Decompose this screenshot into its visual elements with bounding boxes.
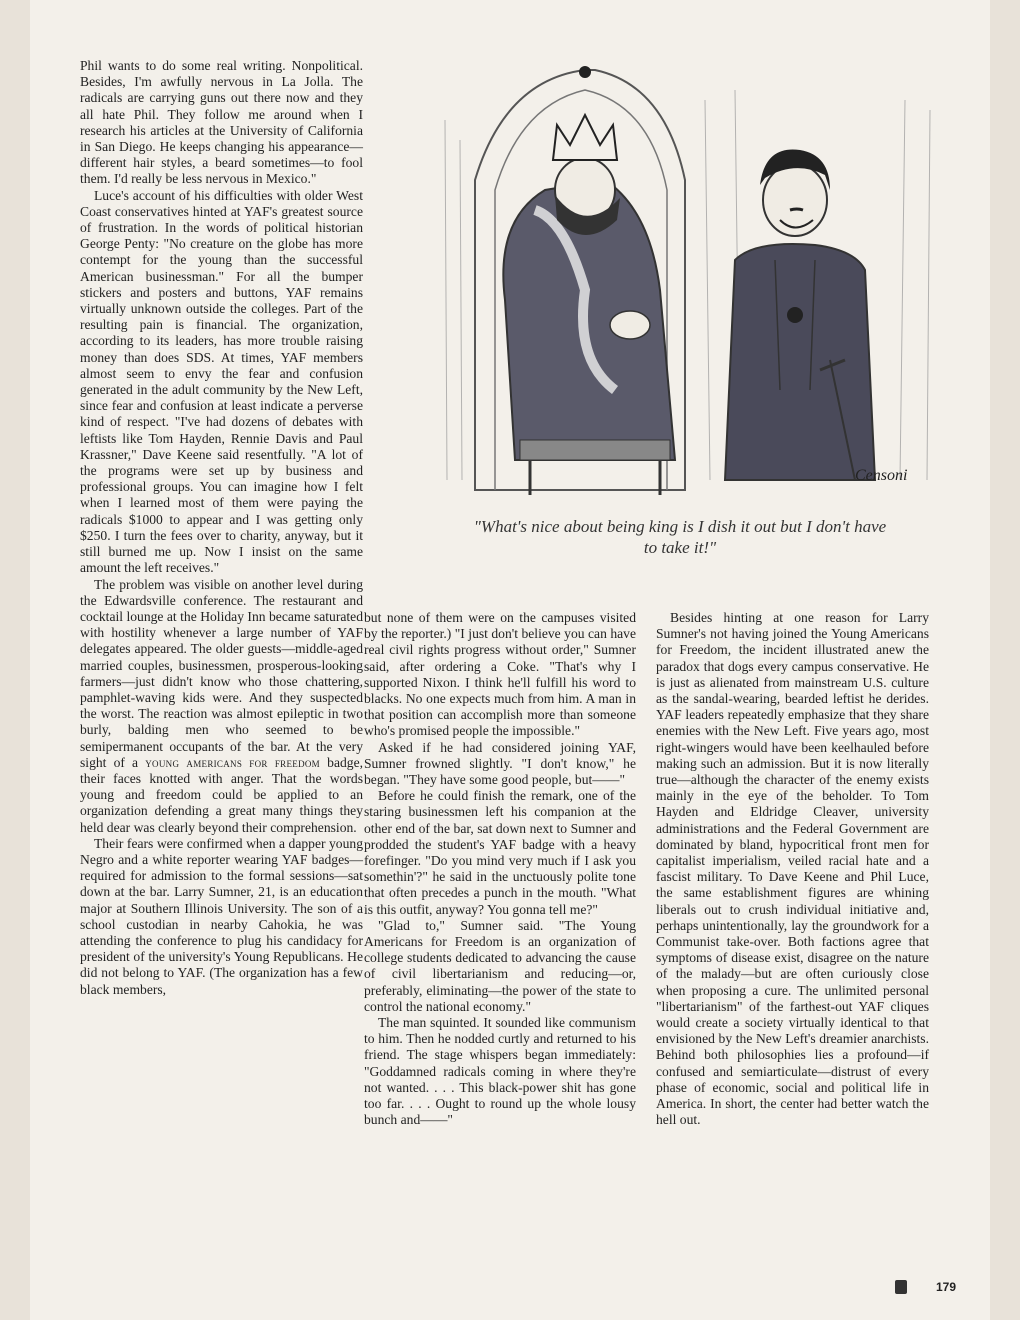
magazine-page <box>30 0 990 1320</box>
paragraph: Before he could finish the remark, one of the staring businessmen left his companion at the other end of the bar, sat down next to Sumner and prodded the student's YAF badge with a heavy forefinger. "Do you mind very much if I ask you somethin'?" he said in the unctuously polite tone that often precedes a punch in the mouth. "What is this outfit, anyway? You gonna tell me?" <box>364 788 636 917</box>
paragraph: Luce's account of his difficulties with older West Coast conservatives hinted at YAF's greatest source of frustration. In the words of political historian George Penty: "No creature on the globe has more contempt for the young than the successful American businessman." For all the bumper stickers and posters and buttons, YAF remains virtually unknown outside the colleges. Part of the resulting pain is financial. The organization, according to its leaders, has more trouble raising money than does SDS. At times, YAF members almost seem to envy the fear and confusion generated in the adult community by the New Left, since fear and confusion at least indicate a perverse kind of respect. "I've had dozens of debates with leftists like Tom Hayden, Rennie Davis and Paul Krassner," Dave Keene said resentfully. "A lot of the programs were set up by business and professional groups. You can imagine how I felt when I learned most of them were paying the radicals $1000 to appear and I was getting only $250. I turn the fees over to charity, anyway, but it still burned me up. Now I insist on the same amount the left receives." <box>80 187 363 576</box>
paragraph: Phil wants to do some real writing. Nonpolitical. Besides, I'm awfully nervous in La Jolla. The radicals are carrying guns out there now and they all hate Phil. They follow me around when I research his articles at the University of California in San Diego. He keeps changing his appearance—different hair styles, a beard sometimes—to fool them. I'd really be less nervous in Mexico." <box>80 58 363 187</box>
paragraph: The man squinted. It sounded like communism to him. Then he nodded curtly and returned to his friend. The stage whispers began immediately: "Goddamned radicals coming in where they're not wanted. . . . This black-power shit has gone too far. . . . Ought to round up the whole lousy bunch and——" <box>364 1015 636 1128</box>
small-caps-phrase: young americans for freedom <box>145 755 320 770</box>
paragraph: The problem was visible on another level during the Edwardsville conference. The restaurant and cocktail lounge at the Holiday Inn became saturated with hostility whenever a large number of YAF delegates appeared. The older guests—middle-aged married couples, businessmen, prosperous-looking farmers—just didn't know who those chattering, pamphlet-waving kids were. And they suspected the worst. The reaction was almost epileptic in two burly, balding men who seemed to be semipermanent occupants of the bar. At the very sight of a young americans for freedom badge, their faces knotted with anger. That the words young and freedom could be applied to an organization defending a great many things they held dear was clearly beyond their comprehension. <box>80 576 364 835</box>
article-column-2 <box>364 610 636 1129</box>
cartoon-caption: "What's nice about being king is I dish it out but I don't have to take it!" <box>473 517 887 557</box>
article-column-3 <box>656 610 929 1129</box>
cartoonist-signature: Censoni <box>855 467 908 484</box>
bunny-logo-icon <box>895 1280 907 1294</box>
paragraph: Besides hinting at one reason for Larry Sumner's not having joined the Young Americans for Freedom, the incident illustrated anew the paradox that dogs every campus conservative. He is just as alienated from mainstream U.S. culture as the sandal-wearing, bearded leftist he derides. YAF leaders repeatedly emphasize that they share enemies with the New Left. Five years ago, most right-wingers would have been keelhauled before making such an admission. But it is now literally true—although the character of the enemy exists mainly in the eye of the beholder. To Tom Hayden and Eldridge Cleaver, university administrations and the Federal Government are dominated by bland, hypocritical front men for capitalist imperialism, veiled racial hate and a fascist military. To Dave Keene and Phil Luce, the same establishment figures are whining liberals out to crush individual initiative and, perhaps unintentionally, lay the groundwork for a Communist take-over. Both factions agree that symptoms of disease exist, disagree on the nature of the malady—but are often curiously close when proposing a cure. The unlimited personal "libertarianism" of the farthest-out YAF cliques would create a society virtually identical to that envisioned by the New Left's dreamier anarchists. Behind both philosophies lies a profound—if confused and semiarticulate—distrust of every phase of economic, social and political life in America. In short, the center had better watch the hell out. <box>656 610 929 1128</box>
paragraph: "Glad to," Sumner said. "The Young Americans for Freedom is an organization of college students dedicated to advancing the cause of civil libertarianism and reducing—or, preferably, eliminating—the power of the state to control the national economy." <box>364 917 636 1014</box>
paragraph: but none of them were on the campuses visited by the reporter.) "I just don't believe you can have real civil rights progress without order," Sumner said, after ordering a Coke. "That's why I supported Nixon. I think he'll fulfill his word to blacks. No one expects much from him. A man in that position can accomplish more than someone who's promised people the impossible." <box>364 610 636 739</box>
king-cartoon-illustration <box>435 60 957 500</box>
page-number: 179 <box>936 1280 957 1294</box>
paragraph: Asked if he had considered joining YAF, Sumner frowned slightly. "I don't know," he began. "They have some good people, but——" <box>364 739 636 788</box>
article-column-1 <box>80 58 363 998</box>
paragraph: Their fears were confirmed when a dapper young Negro and a white reporter wearing YAF badges—required for admission to the formal sessions—sat down at the bar. Larry Sumner, 21, is an education major at Southern Illinois University. The son of a school custodian in nearby Cahokia, he was attending the conference to plug his candidacy for president of the university's Young Republicans. He did not belong to YAF. (The organization has a few black members, <box>80 835 363 997</box>
